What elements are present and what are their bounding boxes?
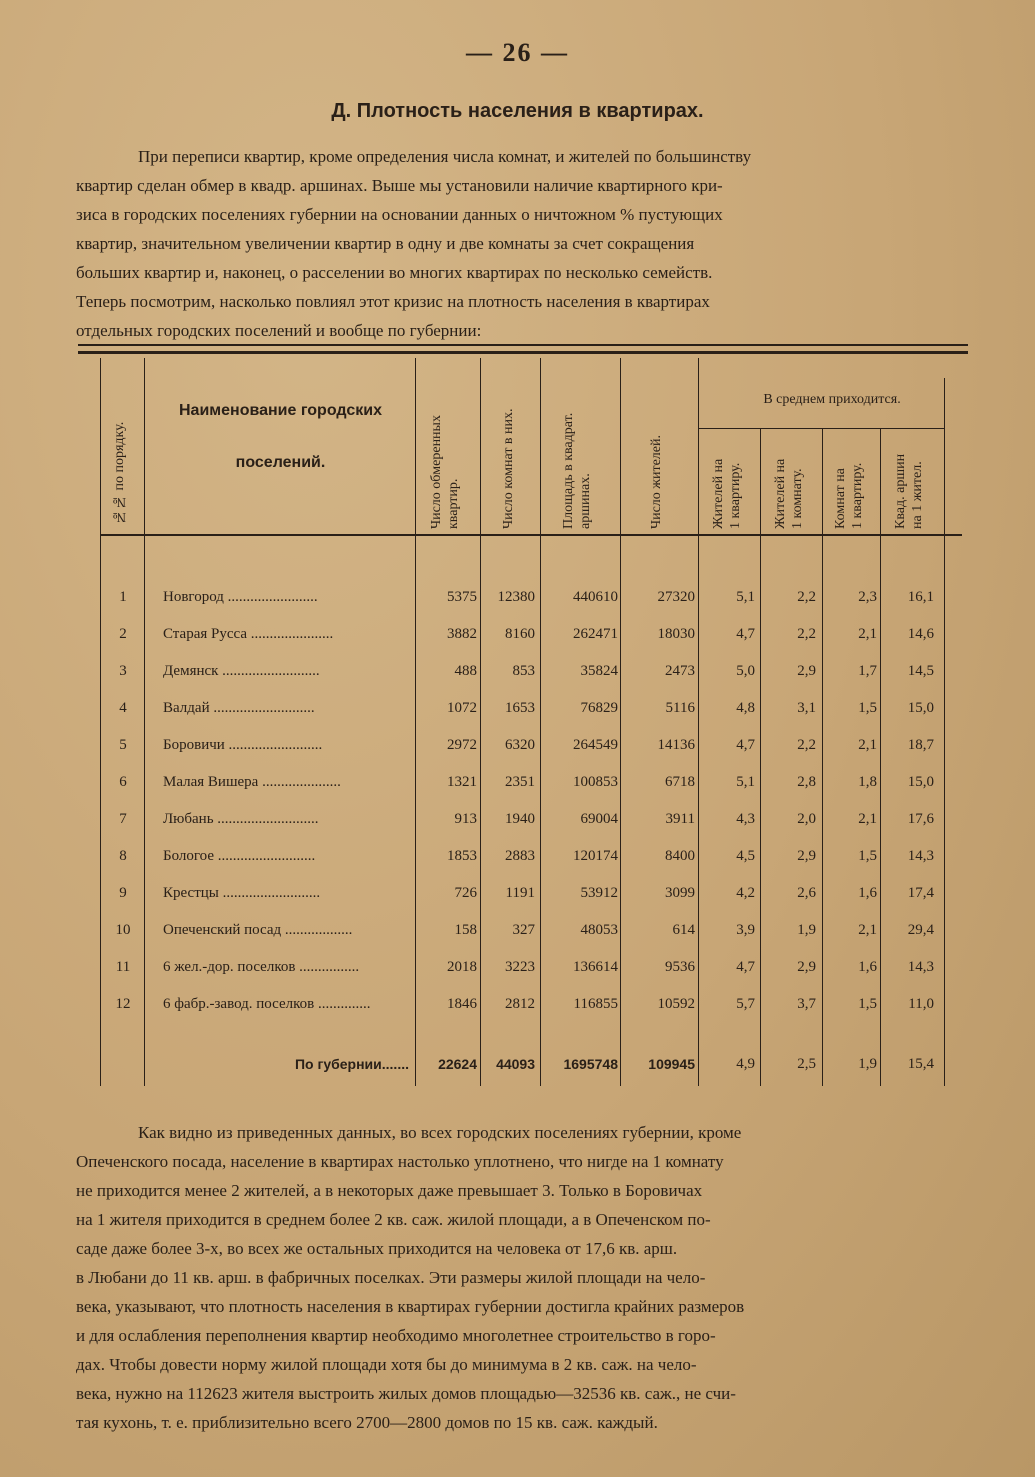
- cell-rooms-per-flat: 1,5: [858, 996, 877, 1012]
- cell-per-room: 3,7: [797, 996, 816, 1012]
- row-number: 6: [119, 774, 127, 790]
- text-line: больших квартир и, наконец, о расселении во многих квартирах по несколько семейств.: [76, 263, 713, 282]
- group-underline: [698, 428, 944, 429]
- table-row: [78, 848, 968, 878]
- row-number: 10: [115, 922, 131, 938]
- cell-rooms: 2812: [505, 996, 535, 1012]
- cell-area-per-person: 14,6: [907, 626, 934, 642]
- header-name: [158, 402, 403, 472]
- cell-area-per-person: 14,5: [907, 663, 934, 679]
- header-rooms-per-flat: Комнат на 1 квартиру.: [833, 462, 865, 529]
- cell-area: 136614: [573, 959, 618, 975]
- conclusion-paragraph: [76, 1118, 972, 1437]
- cell-area-per-person: 14,3: [907, 959, 934, 975]
- cell-per-flat: 4,8: [736, 700, 755, 716]
- text-line: века, нужно на 112623 жителя выстроить жилых домов площадью—32536 кв. саж., не счи-: [76, 1384, 736, 1403]
- total-area-per-person: 15,4: [907, 1056, 934, 1072]
- cell-rooms-per-flat: 2,1: [858, 811, 877, 827]
- cell-flats: 1321: [447, 774, 477, 790]
- cell-area-per-person: 29,4: [907, 922, 934, 938]
- table-row: [78, 626, 968, 656]
- cell-rooms: 3223: [505, 959, 535, 975]
- cell-rooms: 1653: [505, 700, 535, 716]
- settlement-name: Валдай ...........................: [163, 700, 315, 716]
- text-line: зиса в городских поселениях губернии на основании данных о ничтожном % пустующих: [76, 205, 723, 224]
- cell-rooms: 8160: [505, 626, 535, 642]
- cell-per-flat: 5,1: [736, 774, 755, 790]
- cell-area-per-person: 16,1: [907, 589, 934, 605]
- cell-residents: 9536: [665, 959, 695, 975]
- text-line: и для ослабления переполнения квартир необходимо многолетнее строительство в горо-: [76, 1326, 716, 1345]
- text-line: века, указывают, что плотность населения в квартирах губернии достигла крайних размеров: [76, 1297, 745, 1316]
- table-row: [78, 885, 968, 915]
- cell-residents: 2473: [665, 663, 695, 679]
- header-flats: Число обмеренных квартир.: [429, 415, 461, 529]
- cell-residents: 614: [672, 922, 695, 938]
- header-residents: Число жителей.: [649, 435, 664, 529]
- cell-flats: 158: [454, 922, 477, 938]
- cell-rooms: 12380: [497, 589, 535, 605]
- cell-per-flat: 4,3: [736, 811, 755, 827]
- settlement-name: Любань ...........................: [163, 811, 319, 827]
- text-line: При переписи квартир, кроме определения числа комнат, и жителей по большинству: [138, 147, 752, 166]
- cell-rooms: 6320: [505, 737, 535, 753]
- cell-flats: 488: [454, 663, 477, 679]
- total-rooms: 44093: [496, 1056, 535, 1072]
- cell-residents: 3911: [665, 811, 695, 827]
- cell-flats: 726: [454, 885, 477, 901]
- cell-area-per-person: 17,6: [907, 811, 934, 827]
- cell-rooms-per-flat: 1,8: [858, 774, 877, 790]
- text-line: квартир, значительном увеличении квартир в одну и две комнаты за счет сокращения: [76, 234, 695, 253]
- table-row: [78, 996, 968, 1026]
- settlement-name: 6 фабр.-завод. поселков ..............: [163, 996, 371, 1012]
- cell-area: 100853: [573, 774, 618, 790]
- text-line: не приходится менее 2 жителей, а в некоторых даже превышает 3. Только в Боровичах: [76, 1181, 703, 1200]
- header-average-group: В среднем приходится.: [763, 392, 901, 407]
- cell-residents: 8400: [665, 848, 695, 864]
- total-label: По губернии.......: [294, 1056, 409, 1072]
- text-line: Опеченского посада, население в квартирах настолько уплотнено, что нигде на 1 комнату: [76, 1152, 724, 1171]
- cell-per-flat: 4,5: [736, 848, 755, 864]
- cell-per-room: 2,9: [797, 663, 816, 679]
- settlement-name: Старая Русса ......................: [163, 626, 334, 642]
- text-line: дах. Чтобы довести норму жилой площади хотя бы до минимума в 2 кв. саж. на чело-: [76, 1355, 697, 1374]
- table-row: [78, 700, 968, 730]
- cell-per-flat: 4,7: [736, 737, 755, 753]
- total-per-room: 2,5: [797, 1056, 816, 1072]
- text-line: отдельных городских поселений и вообще по губернии:: [76, 321, 482, 340]
- cell-per-room: 2,9: [797, 959, 816, 975]
- cell-rooms-per-flat: 2,1: [858, 922, 877, 938]
- header-area: Площадь в квадрат. аршинах.: [561, 412, 593, 529]
- header-name-line1: Наименование городских: [179, 402, 382, 419]
- cell-per-flat: 5,0: [736, 663, 755, 679]
- cell-residents: 5116: [665, 700, 695, 716]
- cell-rooms-per-flat: 1,5: [858, 848, 877, 864]
- cell-per-room: 2,2: [797, 589, 816, 605]
- settlement-name: Демянск ..........................: [163, 663, 320, 679]
- cell-rooms-per-flat: 1,6: [858, 885, 877, 901]
- cell-per-flat: 3,9: [736, 922, 755, 938]
- row-number: 11: [115, 959, 131, 975]
- total-flats: 22624: [438, 1056, 477, 1072]
- header-per-room: Жителей на 1 комнату.: [773, 458, 805, 529]
- settlement-name: Малая Вишера .....................: [163, 774, 341, 790]
- cell-area: 76829: [580, 700, 618, 716]
- cell-area: 120174: [573, 848, 618, 864]
- cell-rooms: 2351: [505, 774, 535, 790]
- cell-per-flat: 4,7: [736, 959, 755, 975]
- cell-residents: 18030: [657, 626, 695, 642]
- section-title: Д. Плотность населения в квартирах.: [331, 100, 704, 122]
- total-residents: 109945: [648, 1056, 695, 1072]
- cell-per-flat: 5,1: [736, 589, 755, 605]
- cell-residents: 27320: [657, 589, 695, 605]
- row-number: 12: [115, 996, 131, 1012]
- cell-area-per-person: 15,0: [907, 774, 934, 790]
- cell-rooms: 1191: [505, 885, 535, 901]
- intro-paragraph: [76, 142, 972, 345]
- row-number: 3: [119, 663, 127, 679]
- text-line: на 1 жителя приходится в среднем более 2 кв. саж. жилой площади, а в Опеченском по-: [76, 1210, 711, 1229]
- header-rule: [100, 534, 962, 536]
- text-line: квартир сделан обмер в квадр. аршинах. Выше мы установили наличие квартирного кри-: [76, 176, 723, 195]
- settlement-name: Боровичи .........................: [163, 737, 323, 753]
- settlement-name: Бологое ..........................: [163, 848, 316, 864]
- cell-rooms: 853: [512, 663, 535, 679]
- cell-per-room: 3,1: [797, 700, 816, 716]
- cell-flats: 1846: [447, 996, 477, 1012]
- cell-flats: 5375: [447, 589, 477, 605]
- table-row: [78, 589, 968, 619]
- text-line: саде даже более 3-х, во всех же остальных приходится на человека от 17,6 кв. арш.: [76, 1239, 678, 1258]
- cell-per-flat: 5,7: [736, 996, 755, 1012]
- table-total-row: [78, 1056, 968, 1086]
- cell-rooms: 1940: [505, 811, 535, 827]
- cell-area-per-person: 11,0: [908, 996, 934, 1012]
- row-number: 4: [119, 700, 127, 716]
- cell-per-room: 2,0: [797, 811, 816, 827]
- total-area: 1695748: [563, 1056, 618, 1072]
- cell-area: 48053: [580, 922, 618, 938]
- table-row: [78, 922, 968, 952]
- header-num: №№ по порядку.: [112, 421, 127, 524]
- cell-flats: 3882: [447, 626, 477, 642]
- row-number: 7: [119, 811, 127, 827]
- table-row: [78, 959, 968, 989]
- settlement-name: 6 жел.-дор. поселков ................: [163, 959, 360, 975]
- cell-flats: 1072: [447, 700, 477, 716]
- cell-rooms-per-flat: 1,5: [858, 700, 877, 716]
- text-line: в Любани до 11 кв. арш. в фабричных поселках. Эти размеры жилой площади на чело-: [76, 1268, 706, 1287]
- page-number: — 26 —: [466, 38, 569, 67]
- cell-rooms-per-flat: 1,6: [858, 959, 877, 975]
- cell-area: 35824: [580, 663, 618, 679]
- cell-flats: 913: [454, 811, 477, 827]
- row-number: 1: [119, 589, 127, 605]
- cell-rooms-per-flat: 2,1: [858, 737, 877, 753]
- table-row: [78, 737, 968, 767]
- cell-rooms-per-flat: 1,7: [858, 663, 877, 679]
- cell-per-room: 2,9: [797, 848, 816, 864]
- row-number: 5: [119, 737, 127, 753]
- cell-residents: 3099: [665, 885, 695, 901]
- cell-residents: 6718: [665, 774, 695, 790]
- header-area-per-person: Квад. аршин на 1 жител.: [893, 453, 925, 529]
- cell-per-flat: 4,2: [736, 885, 755, 901]
- cell-area: 262471: [573, 626, 618, 642]
- cell-per-room: 2,8: [797, 774, 816, 790]
- cell-area-per-person: 18,7: [907, 737, 934, 753]
- cell-area-per-person: 14,3: [907, 848, 934, 864]
- table-row: [78, 811, 968, 841]
- cell-residents: 14136: [657, 737, 695, 753]
- cell-rooms: 2883: [505, 848, 535, 864]
- cell-area: 264549: [573, 737, 618, 753]
- settlement-name: Опеченский посад ..................: [163, 922, 353, 938]
- cell-per-room: 1,9: [797, 922, 816, 938]
- cell-rooms: 327: [512, 922, 535, 938]
- row-number: 9: [119, 885, 127, 901]
- cell-flats: 2018: [447, 959, 477, 975]
- cell-area-per-person: 17,4: [907, 885, 934, 901]
- cell-per-room: 2,2: [797, 626, 816, 642]
- cell-area: 440610: [573, 589, 618, 605]
- cell-per-room: 2,6: [797, 885, 816, 901]
- table-rule: [78, 351, 968, 354]
- cell-residents: 10592: [657, 996, 695, 1012]
- text-line: тая кухонь, т. е. приблизительно всего 2700—2800 домов по 15 кв. саж. каждый.: [76, 1413, 658, 1432]
- header-rooms: Число комнат в них.: [501, 408, 516, 529]
- cell-area-per-person: 15,0: [907, 700, 934, 716]
- row-number: 8: [119, 848, 127, 864]
- header-name-line2: поселений.: [235, 454, 326, 471]
- settlement-name: Новгород ........................: [163, 589, 318, 605]
- cell-area: 53912: [580, 885, 618, 901]
- cell-area: 116855: [573, 996, 618, 1012]
- row-number: 2: [119, 626, 127, 642]
- cell-flats: 1853: [447, 848, 477, 864]
- total-per-flat: 4,9: [736, 1056, 755, 1072]
- cell-flats: 2972: [447, 737, 477, 753]
- header-per-flat: Жителей на 1 квартиру.: [711, 458, 743, 529]
- table-rule: [78, 344, 968, 346]
- text-line: Теперь посмотрим, насколько повлиял этот кризис на плотность населения в квартирах: [76, 292, 710, 311]
- cell-rooms-per-flat: 2,1: [858, 626, 877, 642]
- total-rooms-per-flat: 1,9: [858, 1056, 877, 1072]
- density-table: [78, 344, 968, 1104]
- cell-per-room: 2,2: [797, 737, 816, 753]
- settlement-name: Крестцы ..........................: [163, 885, 321, 901]
- cell-per-flat: 4,7: [736, 626, 755, 642]
- cell-area: 69004: [580, 811, 618, 827]
- cell-rooms-per-flat: 2,3: [858, 589, 877, 605]
- table-row: [78, 774, 968, 804]
- table-row: [78, 663, 968, 693]
- text-line: Как видно из приведенных данных, во всех городских поселениях губернии, кроме: [138, 1123, 742, 1142]
